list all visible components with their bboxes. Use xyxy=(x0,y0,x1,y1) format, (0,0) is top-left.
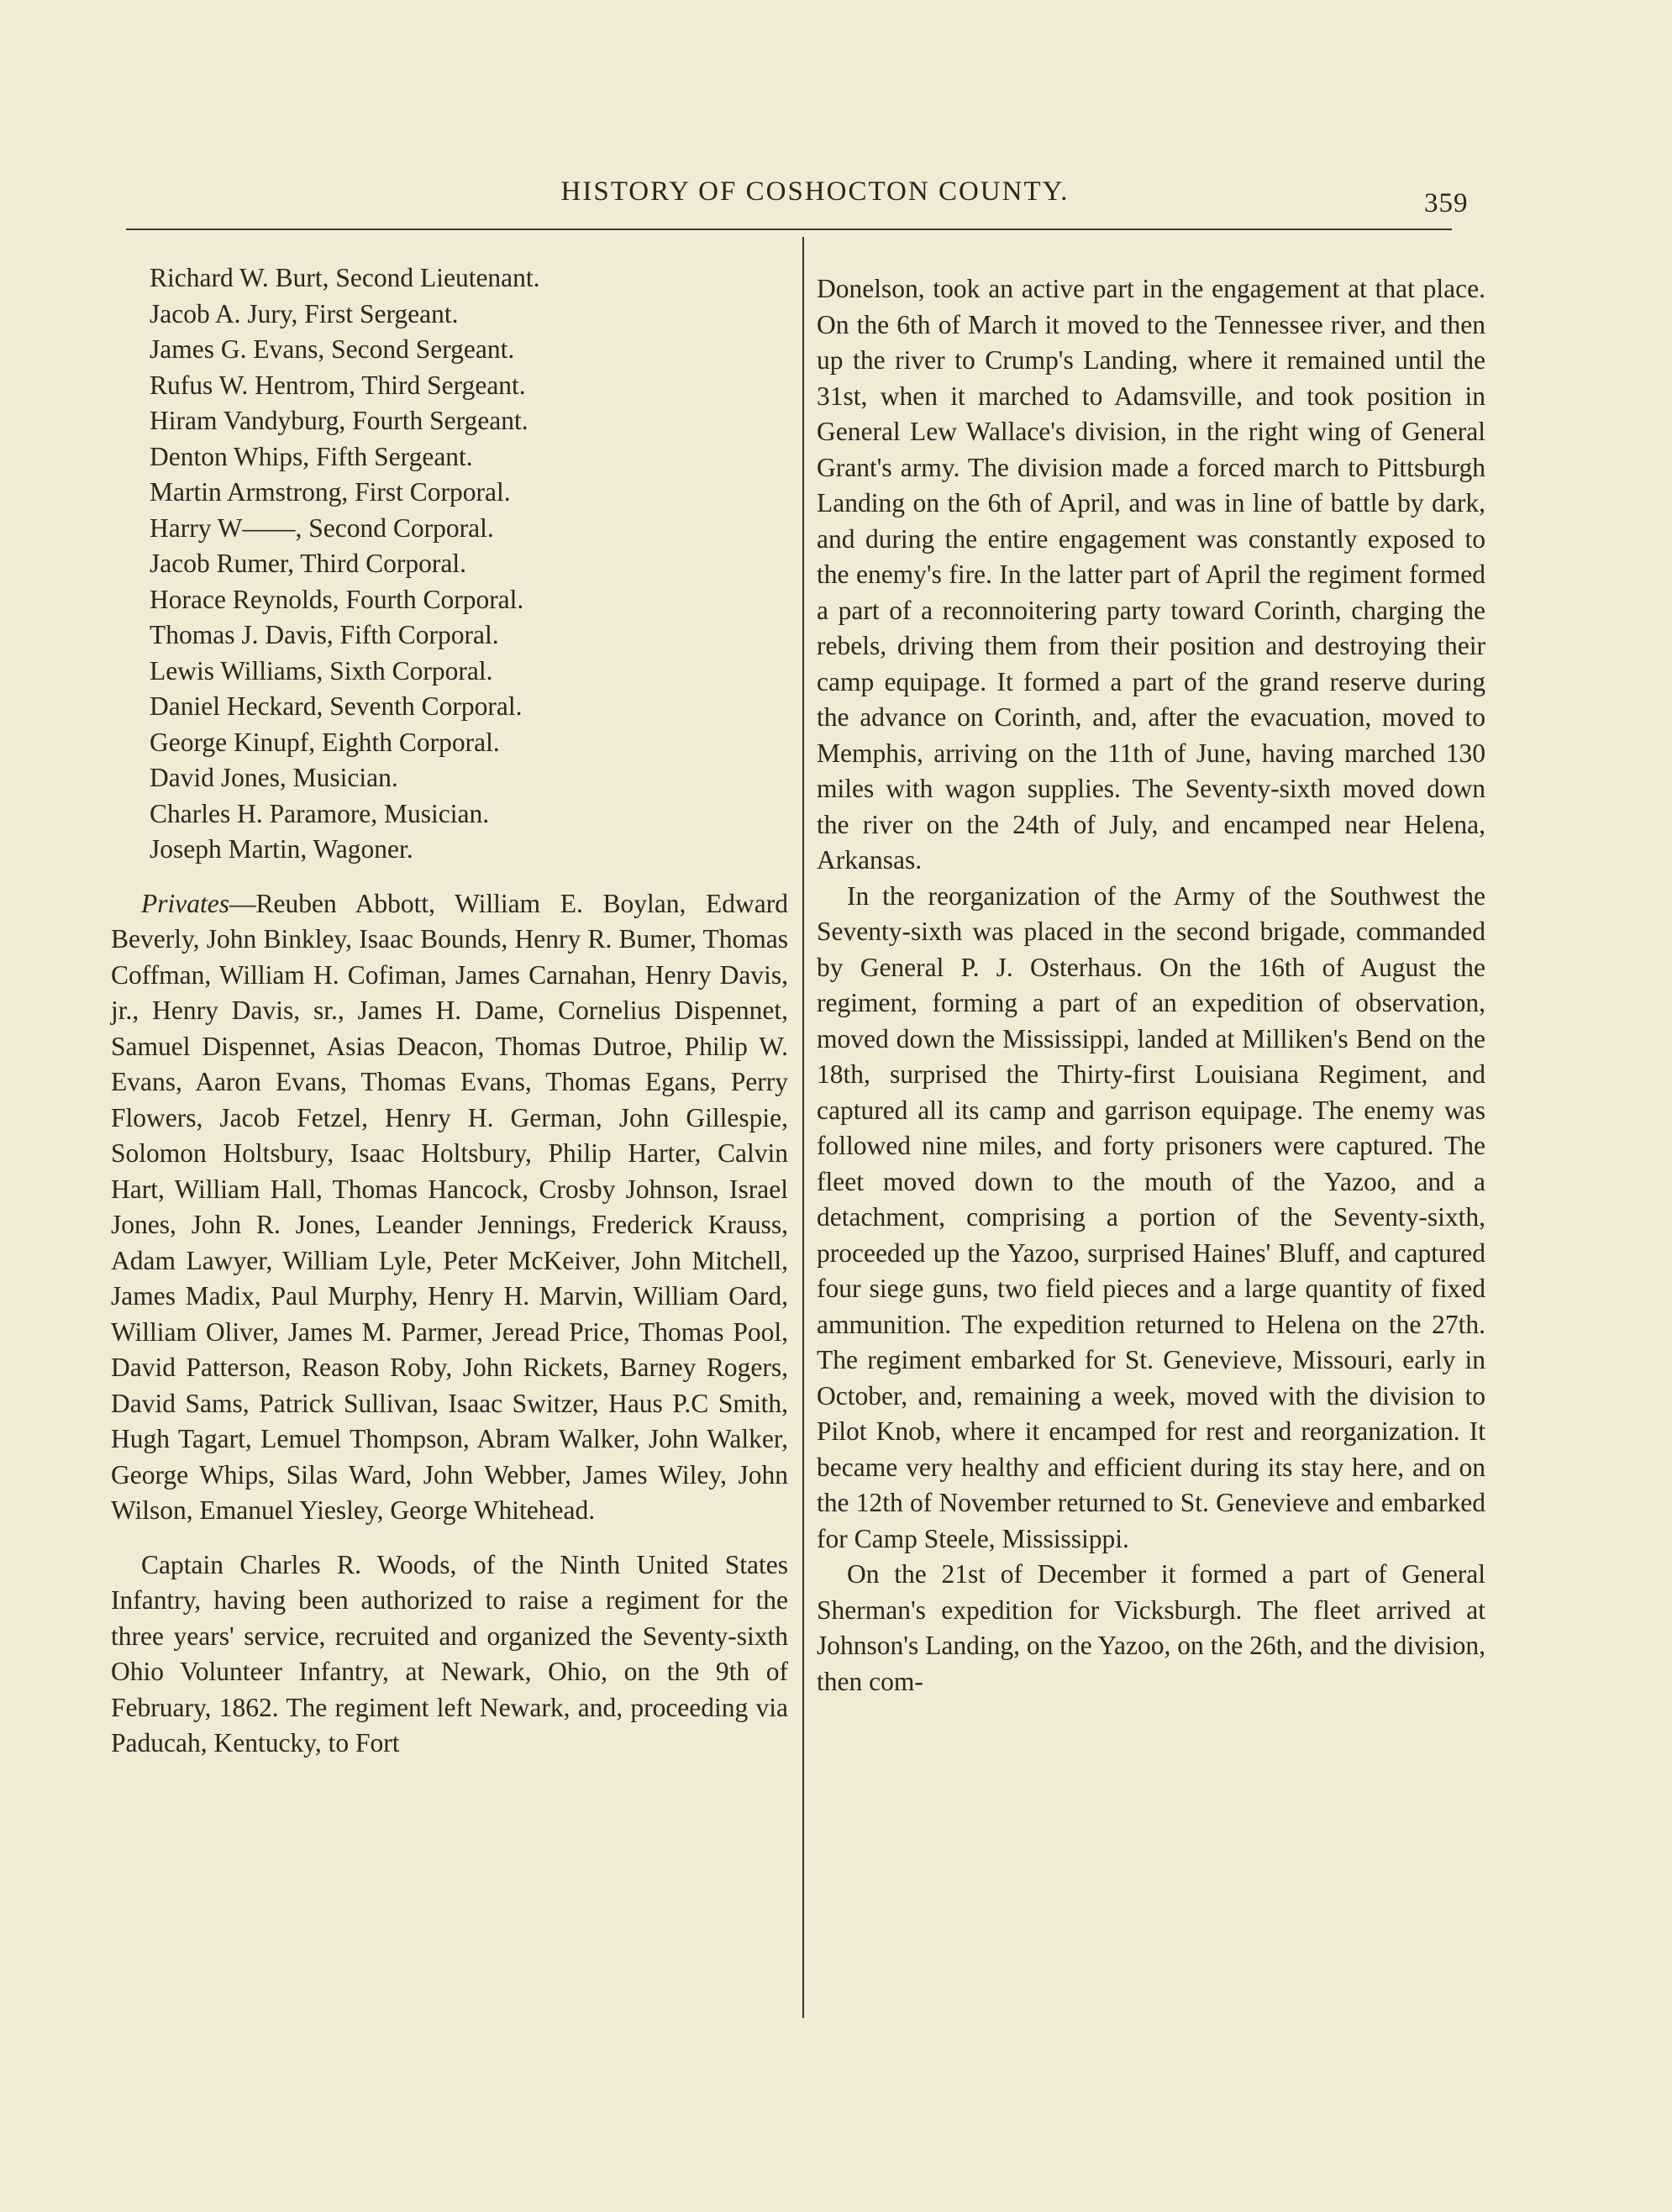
roster-entry: Martin Armstrong, First Corporal. xyxy=(150,477,511,507)
roster-entry: David Jones, Musician. xyxy=(150,763,398,792)
roster-entry: Jacob Rumer, Third Corporal. xyxy=(150,549,466,578)
body-paragraph: On the 21st of December it formed a part of General Sherman's expedition for Vicksburgh. The fleet arrived at Johnson's Landing, on the Yazoo, on the 26th, and the division, then com- xyxy=(817,1559,1485,1696)
roster-entry: Joseph Martin, Wagoner. xyxy=(150,834,413,864)
roster-entry: Hiram Vandyburg, Fourth Sergeant. xyxy=(150,406,528,435)
roster-entry: Daniel Heckard, Seventh Corporal. xyxy=(150,691,523,721)
roster-entry: Richard W. Burt, Second Lieutenant. xyxy=(150,263,540,292)
roster-entry: Lewis Williams, Sixth Corporal. xyxy=(150,655,493,686)
roster-entry: Rufus W. Hentrom, Third Sergeant. xyxy=(150,370,526,400)
roster-entry: George Kinupf, Eighth Corporal. xyxy=(150,727,500,757)
left-column xyxy=(111,260,788,1762)
roster-entry: Charles H. Paramore, Musician. xyxy=(150,798,490,828)
running-head: HISTORY OF COSHOCTON COUNTY. xyxy=(560,176,1070,207)
column-divider xyxy=(802,237,804,2018)
privates-label: Privates xyxy=(141,888,229,918)
roster-entry: Jacob A. Jury, First Sergeant. xyxy=(150,298,459,328)
privates-paragraph xyxy=(111,886,788,1529)
regiment-origin-paragraph: Captain Charles R. Woods, of the Ninth United States Infantry, having been authorized to raise a regiment for the three years' service, recruited and organized the Seventy-sixth Ohio Volunteer Infantry, at Newark, Ohio, on the 9th of February, 1862. The regiment left Newark, and, proceeding via Paducah, Kentucky, to Fort xyxy=(111,1549,788,1758)
page-number: 359 xyxy=(1424,188,1469,218)
page-header xyxy=(0,176,1672,218)
roster-entry: Harry W——, Second Corporal. xyxy=(150,512,494,543)
roster-entry: Thomas J. Davis, Fifth Corporal. xyxy=(150,620,499,649)
body-paragraph: In the reorganization of the Army of the Southwest the Seventy-sixth was placed in the second brigade, commanded by General P. J. Osterhaus. On the 16th of August the regiment, forming a part of an expedition of observation, moved down the Mississippi, landed at Milliken's Bend on the 18th, surprised the Thirty-first Louisiana Regiment, and captured all its camp and garrison equipage. The enemy was followed nine miles, and forty prisoners were captured. The fleet moved down to the mouth of the Yazoo, and a detachment, comprising a portion of the Seventy-sixth, proceeded up the Yazoo, surprised Haines' Bluff, and captured four siege guns, two field pieces and a large quantity of fixed ammunition. The expedition returned to Helena on the 27th. The regiment embarked for St. Genevieve, Missouri, early in October, and, remaining a week, moved with the division to Pilot Knob, where it encamped for rest and reorganization. It became very healthy and efficient during its stay here, and on the 12th of November returned to St. Genevieve and embarked for Camp Steele, Mississippi. xyxy=(817,880,1485,1553)
roster-entry: James G. Evans, Second Sergeant. xyxy=(150,334,515,364)
roster-entry: Horace Reynolds, Fourth Corporal. xyxy=(150,584,524,614)
privates-list: —Reuben Abbott, William E. Boylan, Edward Beverly, John Binkley, Isaac Bounds, Henry R. Bumer, Thomas Coffman, William H. Cofiman, James Carnahan, Henry Davis, jr., Henry Davis, sr., James H. Dame, Cornelius Dispennet, Samuel Dispennet, Asias Deacon, Thomas Dutroe, Philip W. Evans, Aaron Evans, Thomas Evans, Thomas Egans, Perry Flowers, Jacob Fetzel, Henry H. German, John Gillespie, Solomon Holtsbury, Isaac Holtsbury, Philip Harter, Calvin Hart, William Hall, Thomas Hancock, Crosby Johnson, Israel Jones, John R. Jones, Leander Jennings, Frederick Krauss, Adam Lawyer, William Lyle, Peter McKeiver, John Mitchell, James Madix, Paul Murphy, Henry H. Marvin, William Oard, William Oliver, James M. Parmer, Jeread Price, Thomas Pool, David Patterson, Reason Roby, John Rickets, Barney Rogers, David Sams, Patrick Sullivan, Isaac Switzer, Haus P.C Smith, Hugh Tagart, Lemuel Thompson, Abram Walker, John Walker, George Whips, Silas Ward, John Webber, James Wiley, John Wilson, Emanuel Yiesley, George Whitehead. xyxy=(111,888,788,1525)
officer-roster xyxy=(111,260,788,868)
roster-entry: Denton Whips, Fifth Sergeant. xyxy=(150,441,473,471)
body-paragraph: Donelson, took an active part in the engagement at that place. On the 6th of March it moved to the Tennessee river, and then up the river to Crump's Landing, where it remained until the 31st, when it marched to Adamsville, and took position in General Lew Wallace's division, in the right wing of General Grant's army. The division made a forced march to Pittsburgh Landing on the 6th of April, and was in line of battle by dark, and during the entire engagement was constantly exposed to the enemy's fire. In the latter part of April the regiment formed a part of a reconnoitering party toward Corinth, charging the rebels, driving them from their position and destroying their camp equipage. It formed a part of the grand reserve during the advance on Corinth, and, after the evacuation, moved to Memphis, arriving on the 11th of June, having marched 130 miles with wagon supplies. The Seventy-sixth moved down the river on the 24th of July, and encamped near Helena, Arkansas. xyxy=(817,274,1485,875)
right-column xyxy=(817,271,1485,1700)
header-rule xyxy=(126,229,1452,230)
